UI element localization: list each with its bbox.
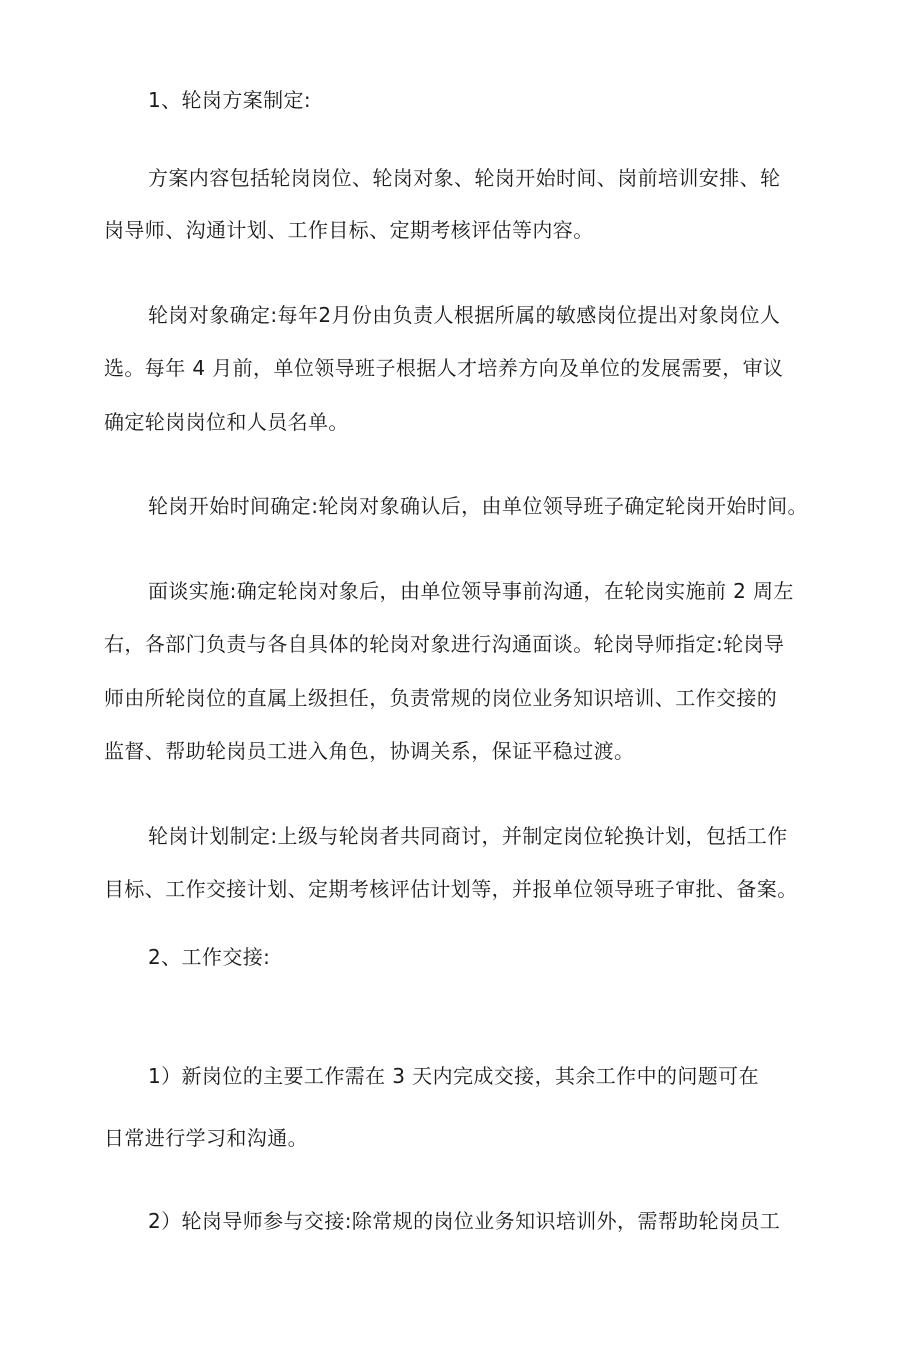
paragraph-interview-line-1: 面谈实施:确定轮岗对象后，由单位领导事前沟通，在轮岗实施前 2 周左: [148, 579, 794, 603]
list-item-1-line-2: 日常进行学习和沟通。: [104, 1126, 308, 1150]
paragraph-plan-content-line-2: 岗导师、沟通计划、工作目标、定期考核评估等内容。: [104, 218, 594, 242]
paragraph-plan-making-line-2: 目标、工作交接计划、定期考核评估计划等，并报单位领导班子审批、备案。: [104, 877, 798, 901]
paragraph-interview-line-2: 右，各部门负责与各自具体的轮岗对象进行沟通面谈。轮岗导师指定:轮岗导: [104, 632, 785, 656]
paragraph-interview-line-4: 监督、帮助轮岗员工进入角色，协调关系，保证平稳过渡。: [104, 739, 635, 763]
list-item-1-line-1: 1）新岗位的主要工作需在 3 天内完成交接，其余工作中的问题可在: [148, 1064, 759, 1088]
paragraph-target-line-1: 轮岗对象确定:每年2月份由负责人根据所属的敏感岗位提出对象岗位人: [148, 303, 781, 327]
paragraph-interview-line-3: 师由所轮岗位的直属上级担任，负责常规的岗位业务知识培训、工作交接的: [104, 686, 778, 710]
heading-work-handover: 2、工作交接:: [148, 945, 271, 969]
paragraph-target-line-3: 确定轮岗岗位和人员名单。: [104, 410, 349, 434]
paragraph-plan-making-line-1: 轮岗计划制定:上级与轮岗者共同商讨，并制定岗位轮换计划，包括工作: [148, 824, 788, 848]
list-item-2-line-1: 2）轮岗导师参与交接:除常规的岗位业务知识培训外，需帮助轮岗员工: [148, 1209, 781, 1233]
paragraph-plan-content-line-1: 方案内容包括轮岗岗位、轮岗对象、轮岗开始时间、岗前培训安排、轮: [148, 166, 781, 190]
paragraph-target-line-2: 选。每年 4 月前，单位领导班子根据人才培养方向及单位的发展需要，审议: [104, 356, 784, 380]
paragraph-start-time: 轮岗开始时间确定:轮岗对象确认后，由单位领导班子确定轮岗开始时间。: [148, 494, 808, 518]
heading-rotation-plan: 1、轮岗方案制定:: [148, 88, 312, 112]
